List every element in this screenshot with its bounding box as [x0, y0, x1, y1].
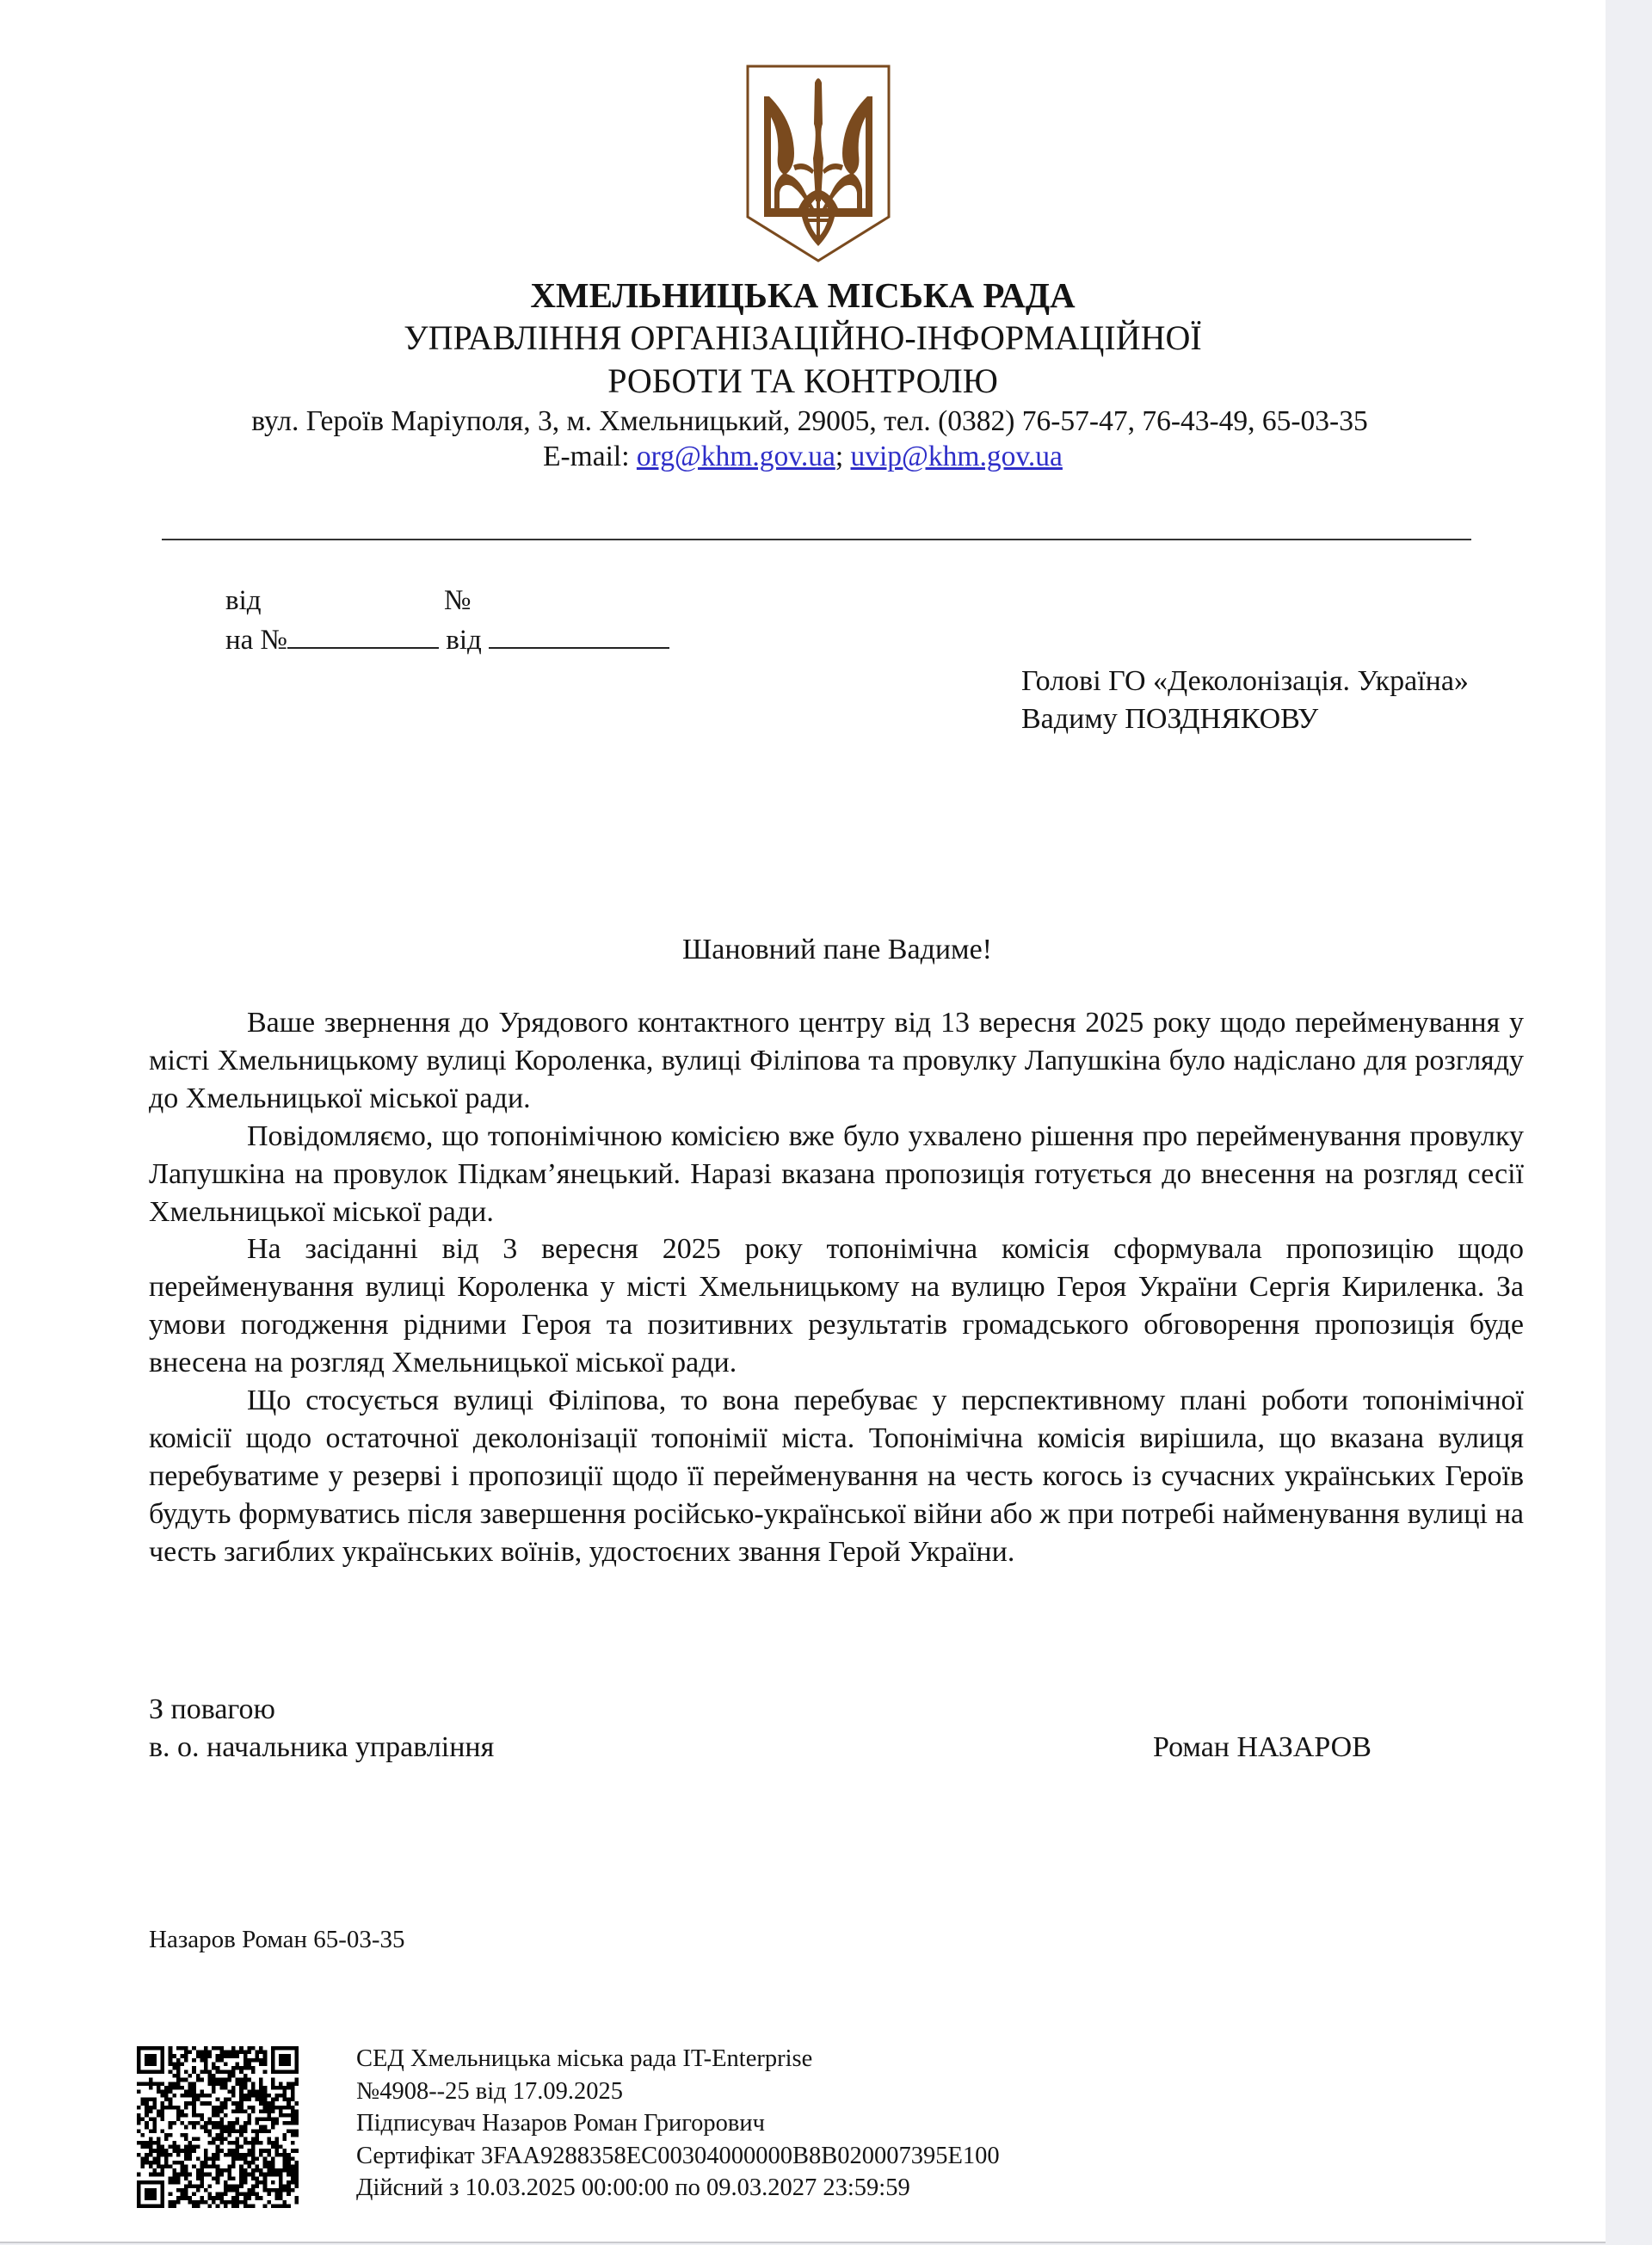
- email-link-uvip[interactable]: uvip@khm.gov.ua: [850, 441, 1063, 472]
- stamp-doc-number: №4908--25 від 17.09.2025: [356, 2077, 624, 2105]
- department-name-line1: УПРАВЛІННЯ ОРГАНІЗАЦІЙНО-ІНФОРМАЦІЙНОЇ: [404, 318, 1202, 357]
- email-line: [0, 440, 1606, 474]
- coat-of-arms-icon: [745, 64, 891, 263]
- ref-in-reply-from-label: від: [446, 625, 482, 656]
- ref-in-reply-number-field[interactable]: [287, 621, 439, 649]
- stamp-signer: Підписувач Назаров Роман Григорович: [356, 2110, 765, 2137]
- stamp-validity: Дійсний з 10.03.2025 00:00:00 по 09.03.2027 23:59:59: [356, 2174, 910, 2201]
- recipient-block: [1021, 663, 1486, 738]
- ref-in-reply-label: на №: [225, 625, 288, 656]
- body-paragraph-2: Повідомляємо, що топонімічною комісією вже було ухвалено рішення про перейменування провулку Лапушкіна на провулок Підкам’янецький. Наразі вказана пропозиція готується до внесення на розгляд сесії Хмельницької міської ради.: [149, 1119, 1524, 1228]
- executor-contact: Назаров Роман 65-03-35: [149, 1926, 405, 1953]
- body-paragraph-4: Що стосується вулиці Філіпова, то вона перебуває у перспективному плані роботи топонімічної комісії щодо остаточної деколонізації топонімії міста. Топонімічна комісія вирішила, що вказана вулиця перебуватиме у резерві і пропозиції щодо її перейменування на честь когось із сучасних українських Героїв будуть формуватись після завершення російсько-української війни або ж при потребі найменування вулиці на честь загиблих українських воїнів, удостоєних звання Герой України.: [149, 1385, 1524, 1568]
- email-label: E-mail:: [543, 441, 637, 472]
- body-paragraph-3: На засіданні від 3 вересня 2025 року топонімічна комісія сформувала пропозицію щодо перейменування вулиці Короленка у місті Хмельницькому на вулицю Героя України Сергія Кириленка. За умови погодження рідними Героя та позитивних результатів громадського обговорення пропозиція буде внесена на розгляд Хмельницької міської ради.: [149, 1233, 1524, 1379]
- stamp-system: СЕД Хмельницька міська рада IT-Enterprise: [356, 2045, 813, 2072]
- ref-in-reply-row: [225, 621, 669, 659]
- viewer-sidebar: [1606, 0, 1652, 2245]
- header-divider: [162, 539, 1471, 540]
- signature-block: [149, 1691, 494, 1767]
- ref-in-reply-date-field[interactable]: [489, 621, 669, 649]
- recipient-org: Голові ГО «Деколонізація. Україна»: [1021, 665, 1469, 697]
- letter-body: [149, 1004, 1524, 1571]
- signer-name: Роман НАЗАРОВ: [1153, 1731, 1372, 1763]
- email-separator: ;: [835, 441, 851, 472]
- e-signature-stamp: [356, 2043, 1000, 2205]
- email-link-org[interactable]: org@khm.gov.ua: [636, 441, 835, 472]
- qr-code-icon: [136, 2046, 299, 2208]
- body-paragraph-1: Ваше звернення до Урядового контактного центру від 13 вересня 2025 року щодо перейменування у місті Хмельницькому вулиці Короленка, вулиці Філіпова та провулку Лапушкіна було надіслано для розгляду до Хмельницької міської ради.: [149, 1007, 1524, 1114]
- salutation: Шановний пане Вадиме!: [682, 934, 992, 965]
- stamp-certificate: Сертифікат 3FAA9288358EC00304000000B8B020007395E100: [356, 2142, 1000, 2169]
- department-name-line2: РОБОТИ ТА КОНТРОЛЮ: [607, 361, 998, 400]
- council-name: ХМЕЛЬНИЦЬКА МІСЬКА РАДА: [530, 275, 1076, 315]
- address-line: вул. Героїв Маріуполя, 3, м. Хмельницький, 29005, тел. (0382) 76-57-47, 76-43-49, 65-03-35: [251, 405, 1368, 437]
- ref-number-label: №: [444, 585, 472, 616]
- closing: З повагою: [149, 1693, 275, 1725]
- recipient-name: Вадиму ПОЗДНЯКОВУ: [1021, 703, 1319, 735]
- signer-position: в. о. начальника управління: [149, 1731, 495, 1763]
- ref-from-label: від: [225, 585, 262, 616]
